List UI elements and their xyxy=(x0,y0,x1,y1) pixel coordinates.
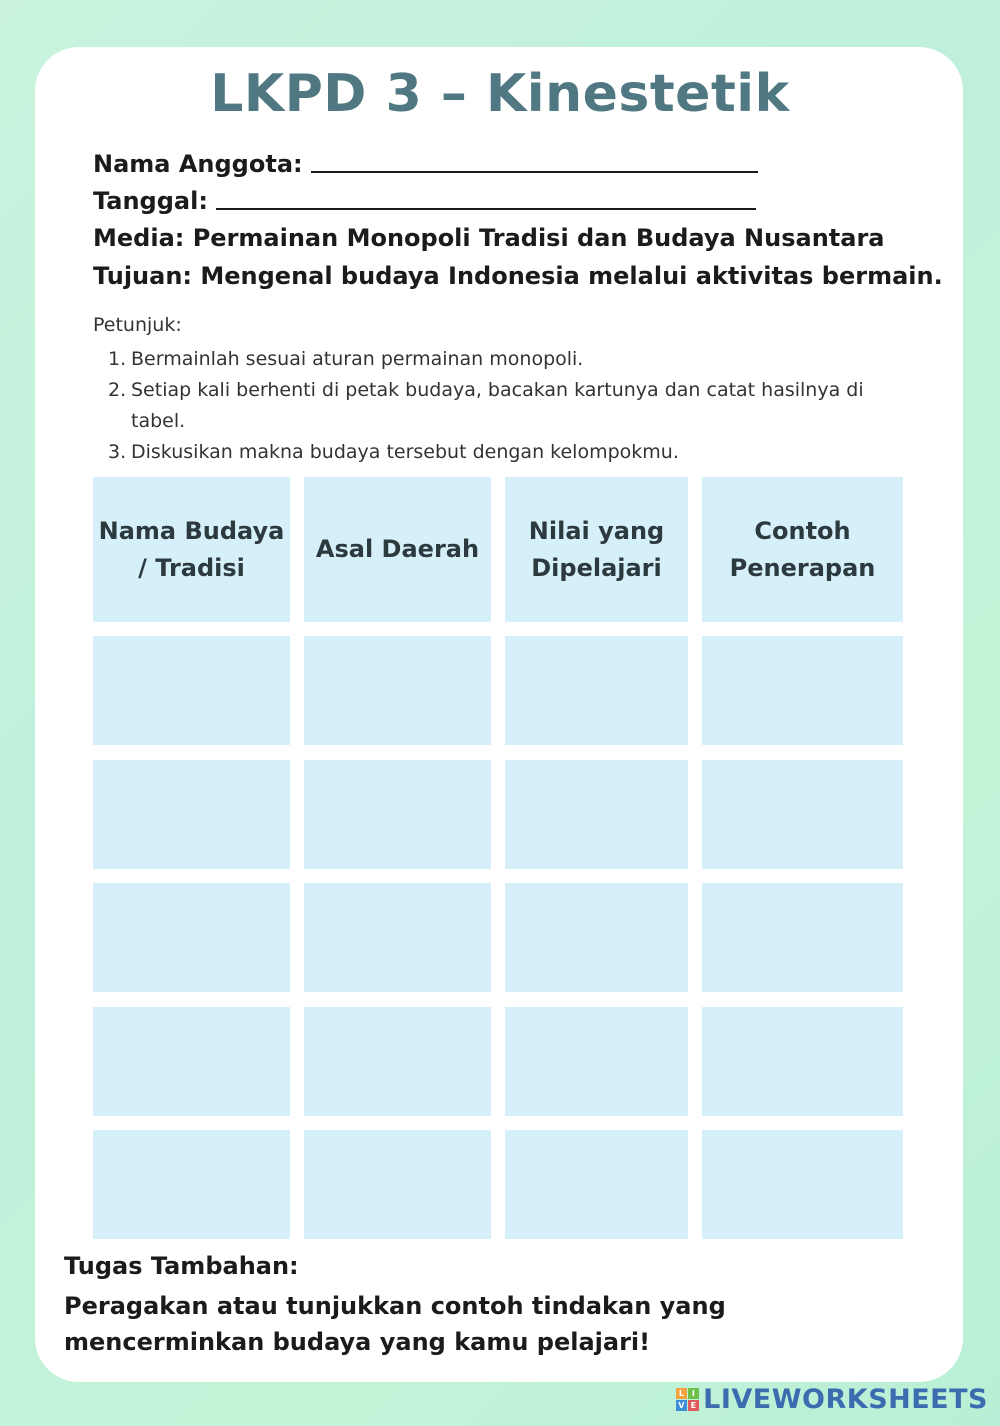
liveworksheets-logo-icon xyxy=(676,1388,699,1411)
nama-anggota-field xyxy=(93,150,758,178)
logo-tile: V xyxy=(676,1400,687,1411)
table-header-nama-budaya: Nama Budaya / Tradisi xyxy=(93,477,290,622)
table-cell[interactable] xyxy=(505,1007,688,1116)
table-header-contoh: Contoh Penerapan xyxy=(702,477,903,622)
table-cell[interactable] xyxy=(93,636,290,745)
table-cell[interactable] xyxy=(702,1007,903,1116)
table-cell[interactable] xyxy=(304,636,491,745)
table-cell[interactable] xyxy=(304,1130,491,1239)
table-cell[interactable] xyxy=(304,760,491,869)
liveworksheets-brand[interactable] xyxy=(676,1384,988,1415)
table-cell[interactable] xyxy=(702,636,903,745)
logo-tile: I xyxy=(688,1388,699,1399)
petunjuk-list xyxy=(108,344,898,468)
logo-tile: E xyxy=(688,1400,699,1411)
table-header-nilai: Nilai yang Dipelajari xyxy=(505,477,688,622)
table-cell[interactable] xyxy=(93,1130,290,1239)
table-cell[interactable] xyxy=(505,883,688,992)
table-cell[interactable] xyxy=(505,1130,688,1239)
nama-anggota-line xyxy=(311,170,758,173)
tanggal-line xyxy=(216,207,756,210)
media-text: Media: Permainan Monopoli Tradisi dan Budaya Nusantara xyxy=(93,224,885,252)
table-cell[interactable] xyxy=(505,760,688,869)
tanggal-field xyxy=(93,187,756,215)
table-cell[interactable] xyxy=(304,883,491,992)
table-cell[interactable] xyxy=(505,636,688,745)
list-item: 2. Setiap kali berhenti di petak budaya, bacakan kartunya dan catat hasilnya di tabel. xyxy=(108,379,864,432)
tanggal-label: Tanggal: xyxy=(93,187,208,215)
table-cell[interactable] xyxy=(93,883,290,992)
table-cell[interactable] xyxy=(93,760,290,869)
logo-tile: L xyxy=(676,1388,687,1399)
table-cell[interactable] xyxy=(702,760,903,869)
tugas-title: Tugas Tambahan: xyxy=(64,1252,299,1280)
brand-name: LIVEWORKSHEETS xyxy=(703,1384,988,1415)
table-cell[interactable] xyxy=(702,883,903,992)
table-cell[interactable] xyxy=(702,1130,903,1239)
list-item: 1. Bermainlah sesuai aturan permainan monopoli. xyxy=(108,348,584,370)
table-cell[interactable] xyxy=(304,1007,491,1116)
nama-anggota-label: Nama Anggota: xyxy=(93,150,303,178)
page-title: LKPD 3 – Kinestetik xyxy=(210,64,790,124)
tujuan-text: Tujuan: Mengenal budaya Indonesia melalui aktivitas bermain. xyxy=(93,262,943,290)
table-header-asal-daerah: Asal Daerah xyxy=(304,477,491,622)
tugas-text: Peragakan atau tunjukkan contoh tindakan yang mencerminkan budaya yang kamu pelajari! xyxy=(64,1292,726,1356)
table-cell[interactable] xyxy=(93,1007,290,1116)
petunjuk-label: Petunjuk: xyxy=(93,314,182,336)
list-item: 3. Diskusikan makna budaya tersebut dengan kelompokmu. xyxy=(108,441,679,463)
